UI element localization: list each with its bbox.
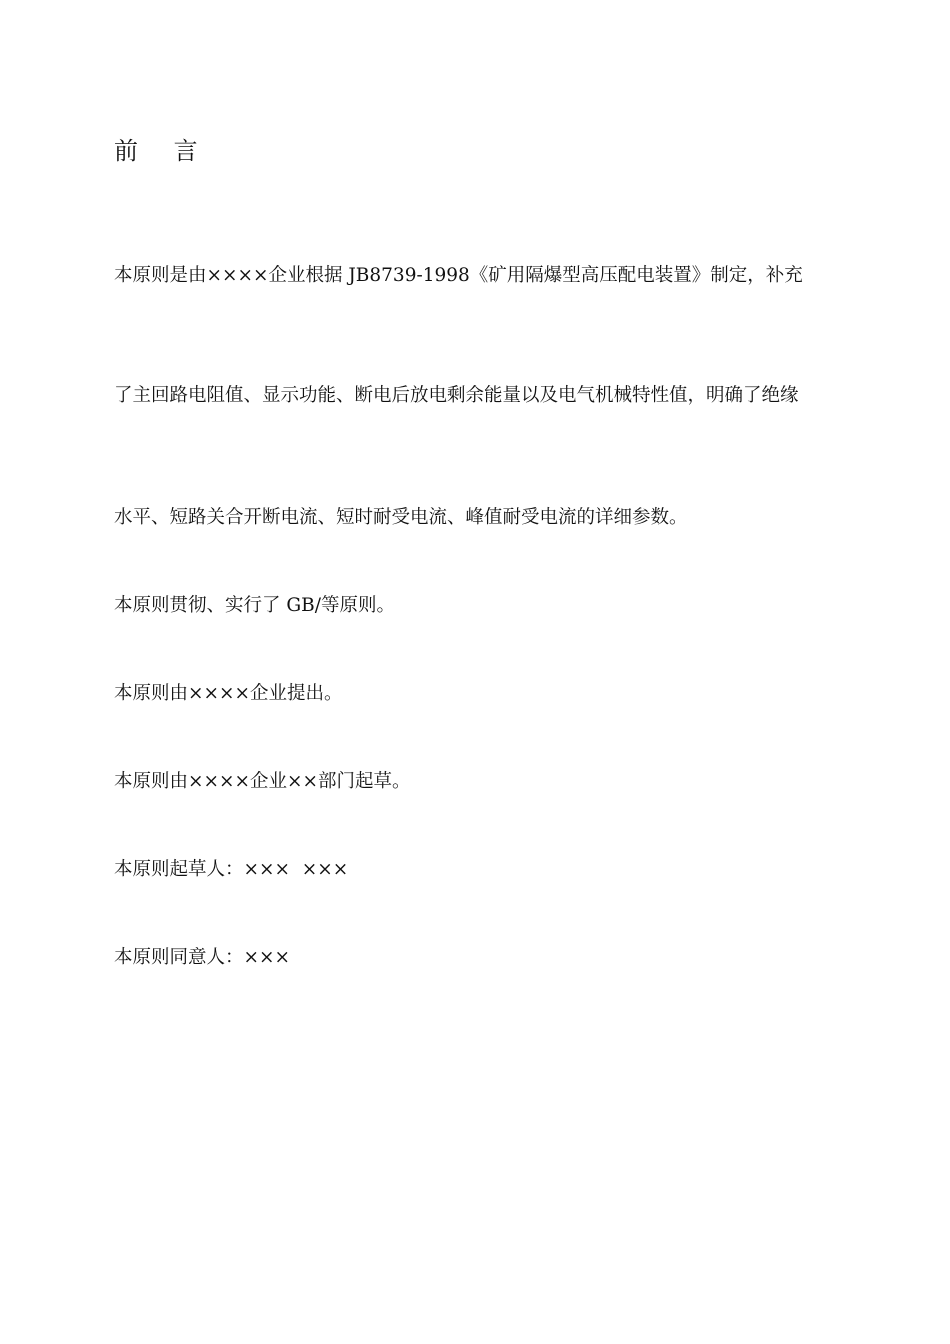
standards-statement: 本原则贯彻、实行了 GB/等原则。 [114, 595, 395, 616]
drafters-statement: 本原则起草人：××× ××× [114, 859, 349, 880]
paragraph-line-1: 本原则是由××××企业根据 JB8739-1998《矿用隔爆型高压配电装置》制定，补充 [114, 265, 803, 286]
page-title: 前 言 [114, 137, 212, 165]
paragraph-line-2: 了主回路电阻值、显示功能、断电后放电剩余能量以及电气机械特性值，明确了绝缘 [114, 385, 799, 406]
proposer-statement: 本原则由××××企业提出。 [114, 683, 343, 704]
approver-statement: 本原则同意人：××× [114, 947, 291, 968]
paragraph-line-3: 水平、短路关合开断电流、短时耐受电流、峰值耐受电流的详细参数。 [114, 507, 688, 528]
drafting-unit-statement: 本原则由××××企业××部门起草。 [114, 771, 411, 792]
